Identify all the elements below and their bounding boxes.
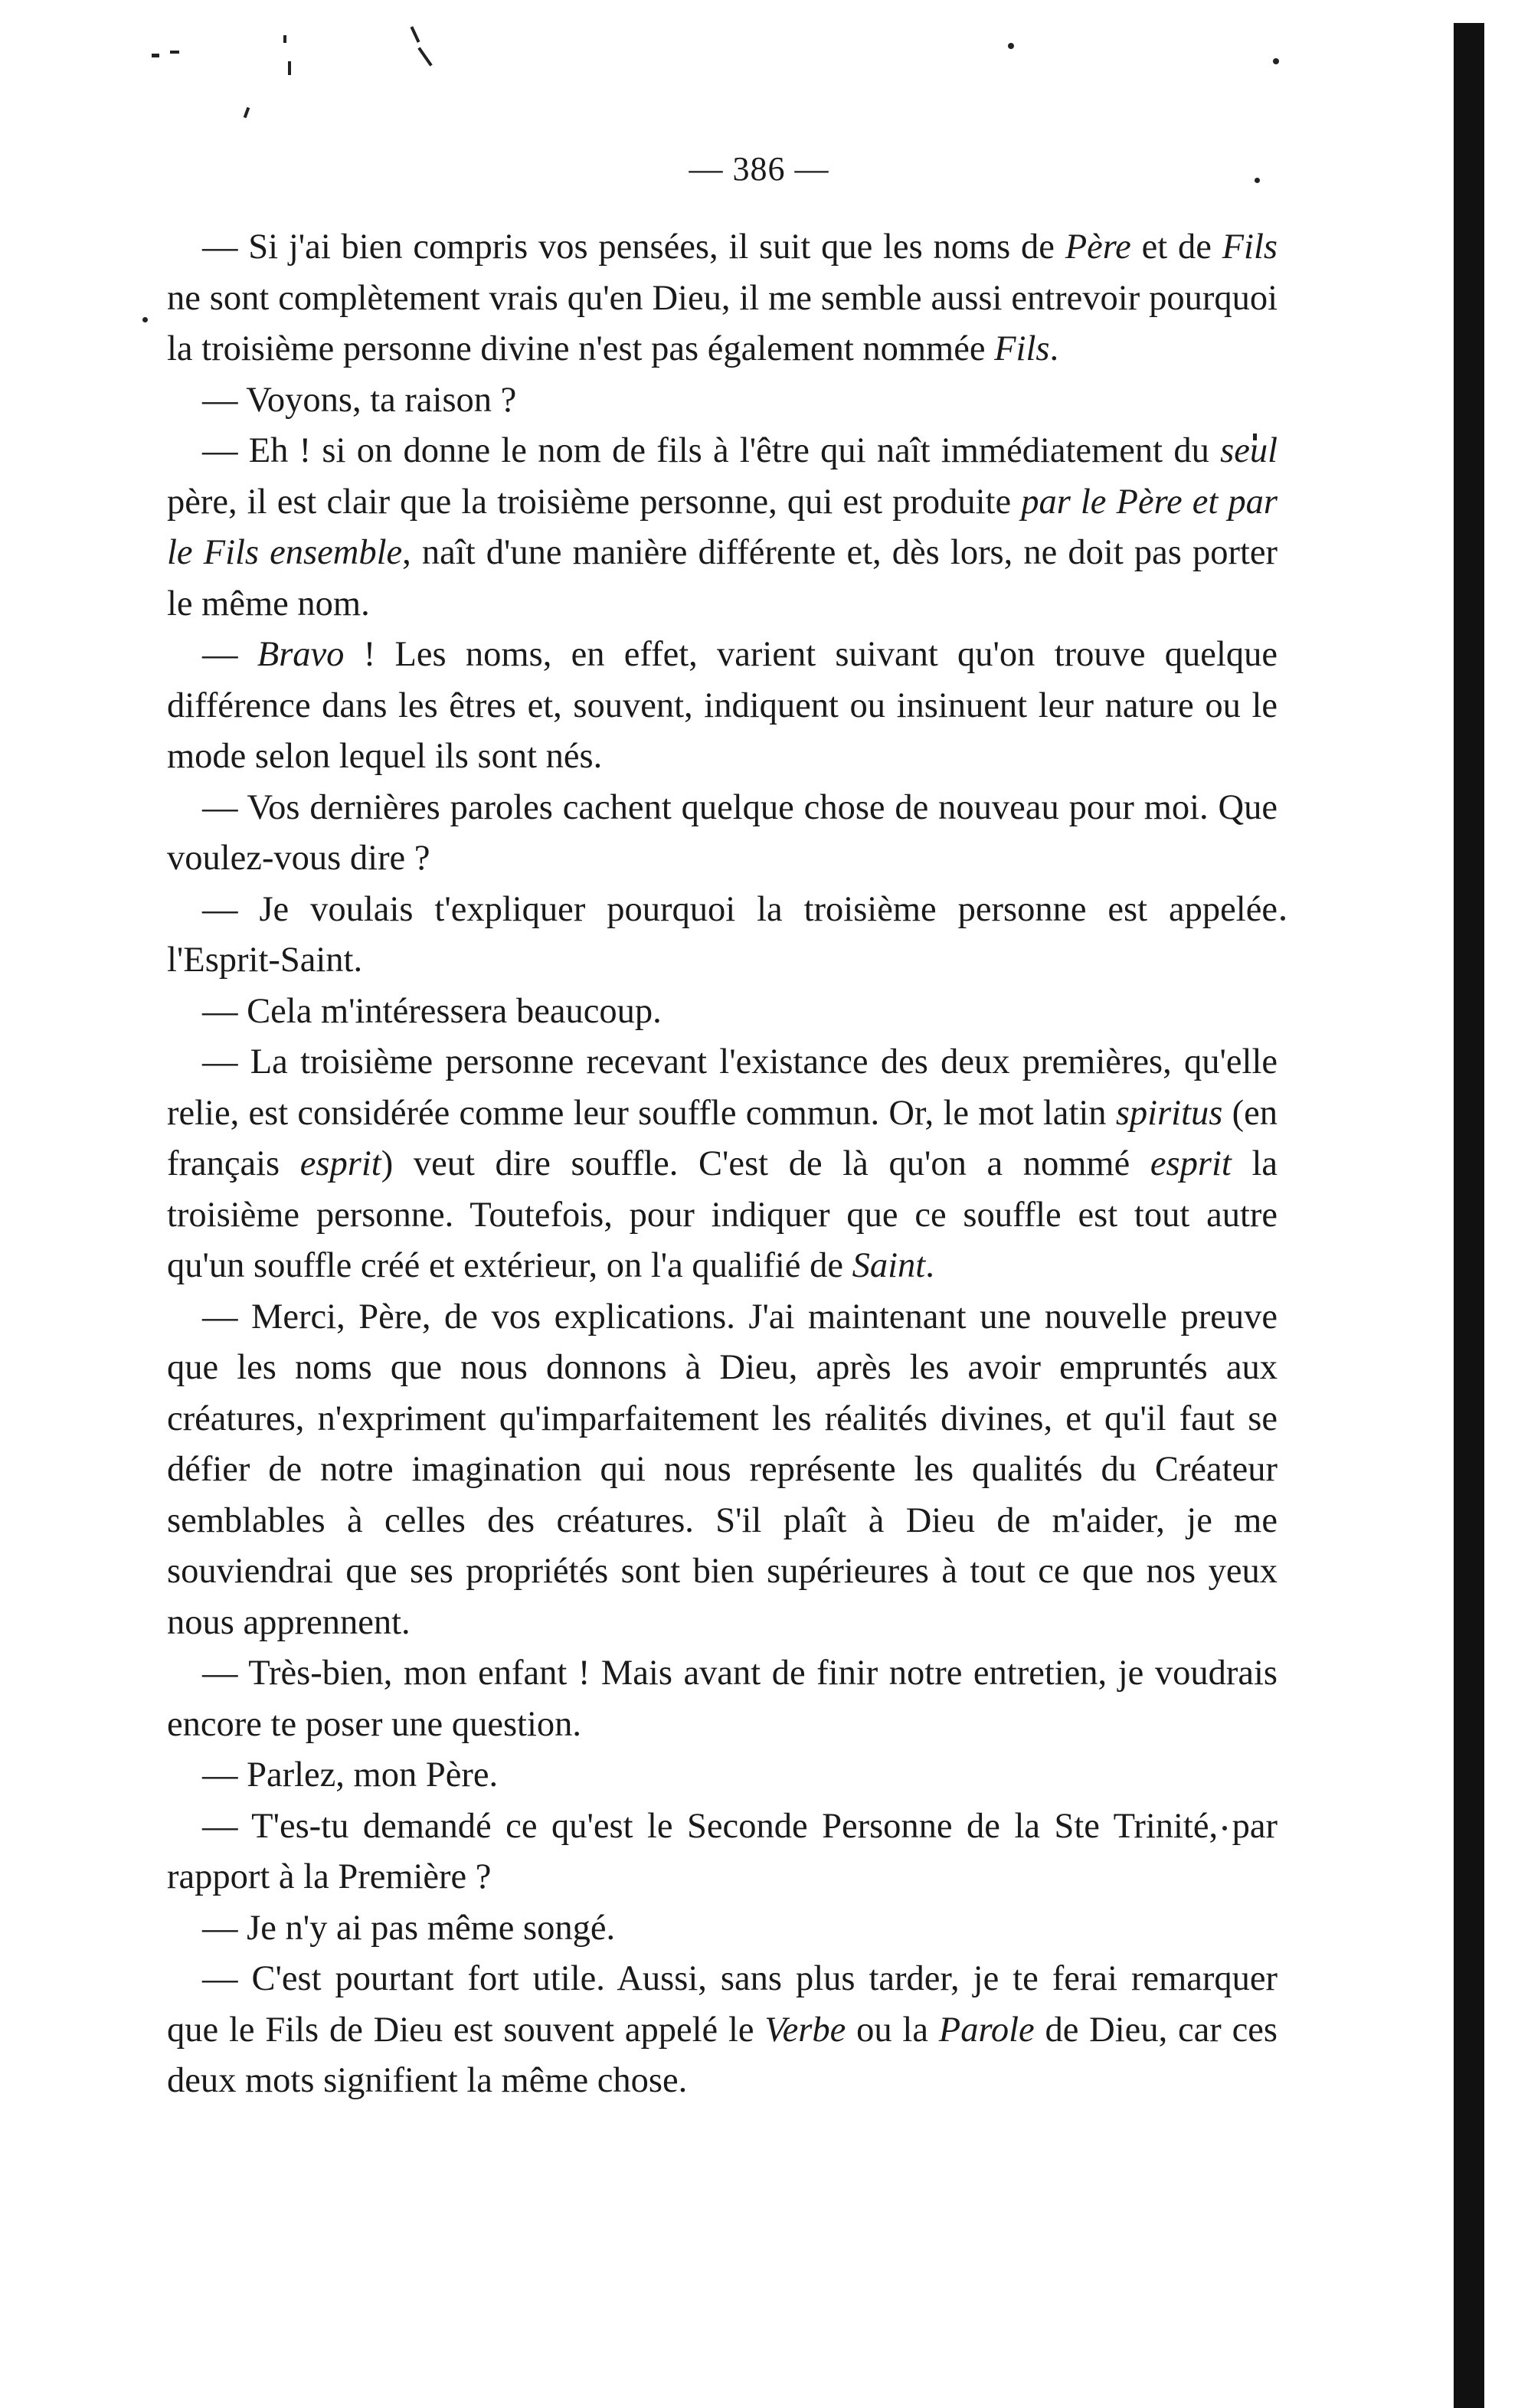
text-run: .	[925, 1246, 934, 1285]
text-run: — Parlez, mon Père.	[202, 1755, 499, 1795]
italic-text: Verbe	[764, 2010, 846, 2050]
paragraph	[167, 630, 1278, 783]
italic-text: Fils	[1222, 227, 1278, 267]
scan-speck	[142, 317, 148, 322]
page-number: — 386 —	[689, 150, 829, 188]
scan-speck	[411, 26, 420, 43]
paragraph	[167, 1292, 1278, 1649]
page-edge-shadow	[1454, 23, 1484, 2408]
text-run: — La troisième personne recevant l'existance des deux premières, qu'elle relie, est considérée comme leur souffle commun. Or, le mot latin	[167, 1042, 1278, 1133]
text-run: ! Les noms, en effet, varient suivant qu'on trouve quelque différence dans les êtres et, souvent, indiquent ou insinuent leur nature ou le mode selon lequel ils sont nés.	[167, 635, 1278, 776]
paragraph	[167, 1954, 1278, 2107]
text-run: et de	[1130, 227, 1222, 267]
text-run: ) veut dire souffle. C'est de là qu'on a nommé	[381, 1144, 1150, 1183]
text-run: la troisième personne. Toutefois, pour indiquer que ce souffle est tout autre qu'un souffle créé et extérieur, on l'a qualifié de	[167, 1144, 1278, 1285]
text-run: , naît d'une manière différente et, dès lors, ne doit pas porter le même nom.	[167, 533, 1278, 623]
text-run: ne sont complètement vrais qu'en Dieu, il me semble aussi entrevoir pourquoi la troisième personne divine n'est pas également nommée	[167, 278, 1278, 368]
text-run: — Vos dernières paroles cachent quelque chose de nouveau pour moi. Que voulez-vous dire ?	[167, 787, 1278, 878]
paragraph	[167, 1037, 1278, 1292]
italic-text: Saint	[852, 1246, 926, 1285]
text-run: — Je voulais t'expliquer pourquoi la troisième personne est appelée l'Esprit-Saint.	[167, 889, 1278, 980]
text-run: — Cela m'intéressera beaucoup.	[202, 991, 662, 1031]
paragraph	[167, 885, 1278, 986]
italic-text: esprit	[299, 1144, 381, 1183]
italic-text: esprit	[1150, 1144, 1232, 1183]
scan-speck	[283, 35, 286, 43]
paragraph	[167, 1648, 1278, 1750]
paragraph	[167, 986, 1278, 1038]
scan-speck	[288, 61, 291, 75]
paragraph	[167, 783, 1278, 885]
paragraph	[167, 1801, 1278, 1903]
text-run: — T'es-tu demandé ce qu'est le Seconde Personne de la Ste Trinité, par rapport à la Première ?	[167, 1806, 1278, 1896]
paragraph	[167, 1903, 1278, 1955]
italic-text: Parole	[938, 2010, 1035, 2050]
text-run: — Je n'y ai pas même songé.	[202, 1908, 616, 1948]
italic-text: Fils	[994, 329, 1050, 368]
paragraph	[167, 222, 1278, 375]
text-run: de Dieu, car ces deux mots signifient la même chose.	[167, 2010, 1278, 2100]
text-run: (en français	[167, 1093, 1278, 1183]
scan-speck	[152, 54, 159, 57]
text-run: — Merci, Père, de vos explications. J'ai maintenant une nouvelle preuve que les noms que nous donnons à Dieu, après les avoir empruntés aux créatures, n'expriment qu'imparfaitement les réalités divines, et qu'il faut se défier de notre imagination qui nous représente les qualités du Créateur semblables à celles des créatures. S'il plaît à Dieu de m'aider, je me souviendrai que ses propriétés sont bien supérieures à tout ce que nos yeux nous apprennent.	[167, 1297, 1278, 1642]
paragraph	[167, 1750, 1278, 1801]
paragraph	[167, 426, 1278, 630]
text-run: —	[202, 635, 257, 674]
scan-speck	[1008, 43, 1014, 49]
italic-text: par le Père et par le Fils ensemble	[167, 482, 1278, 572]
text-run: — Très-bien, mon enfant ! Mais avant de finir notre entretien, je voudrais encore te poser une question.	[167, 1654, 1278, 1744]
text-run: — Voyons, ta raison ?	[202, 380, 517, 420]
scan-speck	[170, 51, 179, 54]
scan-speck	[417, 47, 432, 66]
text-run: — Si j'ai bien compris vos pensées, il suit que les noms de	[202, 227, 1065, 267]
italic-text: Bravo	[257, 635, 345, 674]
italic-text: seul	[1220, 431, 1278, 470]
scan-speck	[244, 107, 250, 119]
body-text	[167, 222, 1278, 2107]
paragraph	[167, 375, 1278, 427]
scan-speck	[1273, 58, 1279, 64]
text-run: — Eh ! si on donne le nom de fils à l'être qui naît immédiatement du	[202, 431, 1221, 470]
text-run: père, il est clair que la troisième personne, qui est produite	[167, 482, 1022, 522]
italic-text: Père	[1065, 227, 1131, 267]
text-run: — C'est pourtant fort utile. Aussi, sans plus tarder, je te ferai remarquer que le Fils de Dieu est souvent appelé le	[167, 1959, 1278, 2050]
text-run: ou la	[846, 2010, 939, 2050]
text-run: .	[1049, 329, 1059, 368]
scan-speck	[1281, 916, 1285, 921]
italic-text: spiritus	[1115, 1093, 1223, 1133]
